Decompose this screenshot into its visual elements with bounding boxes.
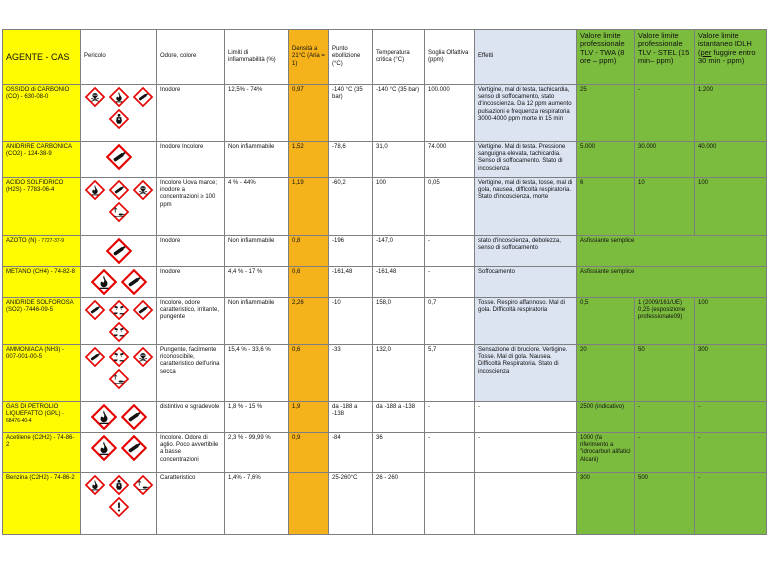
- flammability-cell: 15,4 % - 33,6 %: [225, 345, 289, 402]
- stel-cell: 1 (2009/161/UE) 0,25 (esposizione professionale09): [635, 298, 695, 345]
- boiling-cell: -161,48: [329, 267, 373, 298]
- stel-cell: 50: [635, 345, 695, 402]
- pictograms-cell: [81, 267, 157, 298]
- corrosion-icon: [109, 300, 129, 320]
- header-olfactory: Soglia Olfattiva (ppm): [425, 30, 475, 85]
- table-row: [3, 473, 767, 535]
- pictograms-cell: [81, 473, 157, 535]
- skull-icon: [133, 347, 153, 367]
- olfactory-cell: 5,7: [425, 345, 475, 402]
- flame-icon: [109, 87, 129, 107]
- density-cell: [289, 473, 329, 535]
- agent-cell: [3, 236, 81, 267]
- boiling-cell: da -188 a -138: [329, 402, 373, 433]
- density-cell: 1,19: [289, 178, 329, 236]
- twa-cell: 2500 (indicativo): [577, 402, 635, 433]
- idlh-cell: -: [695, 402, 767, 433]
- agent-formula: (CO): [6, 94, 19, 101]
- agent-name: METANO: [6, 269, 32, 275]
- pictogram-group: [84, 475, 153, 517]
- hazard-table: [2, 29, 767, 535]
- idlh-cell: 100: [695, 178, 767, 236]
- exclamation-icon: [109, 497, 129, 517]
- agent-name: ANIDRIDE SOLFOROSA: [6, 300, 74, 306]
- agent-cell: [3, 402, 81, 433]
- header-idlh-pre: Valore limite istantaneo IDLH (: [698, 31, 752, 57]
- boiling-cell: 25-260°C: [329, 473, 373, 535]
- critical-temp-cell: -147,0: [373, 236, 425, 267]
- odor-cell: Pungente, facilmente riconoscibile, caratteristico dell'urina secca: [157, 345, 225, 402]
- critical-temp-cell: 26 - 260: [373, 473, 425, 535]
- boiling-cell: -60,2: [329, 178, 373, 236]
- twa-cell: 20: [577, 345, 635, 402]
- odor-cell: Incolore, odore caratteristico, irritante, pungente: [157, 298, 225, 345]
- flammability-cell: Non infiammabile: [225, 142, 289, 178]
- effects-cell: -: [475, 402, 577, 433]
- agent-cell: [3, 178, 81, 236]
- flammability-cell: 4,4 % - 17 %: [225, 267, 289, 298]
- agent-cas: - 74-86-2: [6, 435, 75, 449]
- odor-cell: Inodore: [157, 236, 225, 267]
- agent-cell: [3, 473, 81, 535]
- effects-cell: Vertigine, mal di testa, tosse, mal di gola, nausea, difficoltà respiratoria. Stato d'incoscienza, morte: [475, 178, 577, 236]
- idlh-cell: -: [695, 473, 767, 535]
- twa-cell: 300: [577, 473, 635, 535]
- critical-temp-cell: 31,0: [373, 142, 425, 178]
- pictogram-group: [84, 300, 153, 342]
- flammability-cell: 1,4% - 7,6%: [225, 473, 289, 535]
- stel-cell: 30.000: [635, 142, 695, 178]
- table-row: [3, 433, 767, 473]
- corrosion-icon: [109, 347, 129, 367]
- odor-cell: Inodore: [157, 267, 225, 298]
- odor-cell: Inodore: [157, 85, 225, 142]
- twa-cell: 5.000: [577, 142, 635, 178]
- stel-cell: -: [635, 402, 695, 433]
- flammability-cell: 1,8 % - 15 %: [225, 402, 289, 433]
- table-row: [3, 142, 767, 178]
- olfactory-cell: 0,7: [425, 298, 475, 345]
- header-idlh: [695, 30, 767, 85]
- agent-cas: - 124-38-9: [22, 151, 52, 158]
- agent-cas: - 74-82-8: [48, 269, 75, 275]
- boiling-cell: -84: [329, 433, 373, 473]
- table-row: [3, 345, 767, 402]
- flame-icon: [85, 475, 105, 495]
- header-effects: Effetti: [475, 30, 577, 85]
- olfactory-cell: -: [425, 267, 475, 298]
- olfactory-cell: -: [425, 433, 475, 473]
- agent-cell: [3, 85, 81, 142]
- agent-cas: - 68476-40-4: [6, 411, 64, 425]
- health-hazard-icon: [109, 475, 129, 495]
- twa-cell: 6: [577, 178, 635, 236]
- boiling-cell: -10: [329, 298, 373, 345]
- agent-name: ANIDRIRE CARBONICA: [6, 144, 72, 150]
- flame-icon: [91, 404, 117, 430]
- twa-cell: 1000 (fa riferimento a "idrocarburi alifatici Alcani): [577, 433, 635, 473]
- density-cell: 2,26: [289, 298, 329, 345]
- boiling-cell: -196: [329, 236, 373, 267]
- gas-cylinder-icon: [121, 269, 147, 295]
- olfactory-cell: [425, 473, 475, 535]
- header-idlh-link[interactable]: per: [700, 47, 712, 57]
- pictogram-group: [84, 347, 153, 389]
- header-twa: Valore limite professionale TLV - TWA (8 ore – ppm): [577, 30, 635, 85]
- critical-temp-cell: 132,0: [373, 345, 425, 402]
- agent-cas: - 7783-06-4: [21, 187, 55, 194]
- agent-formula: (H2S): [6, 187, 22, 194]
- agent-formula: (C2H2): [29, 475, 49, 481]
- pictograms-cell: [81, 433, 157, 473]
- agent-name: Acetilene: [6, 435, 31, 441]
- pictogram-group: [84, 180, 153, 222]
- idlh-cell: 100: [695, 298, 767, 345]
- olfactory-cell: -: [425, 402, 475, 433]
- gas-cylinder-icon: [85, 347, 105, 367]
- tlv-merged-cell: Asfissiante semplice: [577, 267, 767, 298]
- stel-cell: -: [635, 85, 695, 142]
- agent-cell: [3, 345, 81, 402]
- effects-cell: Sensazione di bruciore. Vertigine. Tosse. Mal di gola. Nausea. Difficoltà Respiratoria. Stato di incoscienza: [475, 345, 577, 402]
- pictograms-cell: [81, 85, 157, 142]
- idlh-cell: 40.000: [695, 142, 767, 178]
- effects-cell: Tosse. Respiro affannoso. Mal di gola. Difficoltà respiratoria: [475, 298, 577, 345]
- gas-cylinder-icon: [85, 300, 105, 320]
- effects-cell: [475, 473, 577, 535]
- agent-cell: [3, 267, 81, 298]
- pictograms-cell: [81, 142, 157, 178]
- effects-cell: Vertigine, mal di testa, tachicardia, senso di soffocamento, stato d'incoscienza. Da 12 ppm aumento pulsazioni e frequenza respiratoria 3000-4000 ppm morte in 15 min: [475, 85, 577, 142]
- effects-cell: Vertigine. Mal di testa. Pressione sanguigna elevata, tachicardia. Senso di soffocamento. Stato di incoscienza: [475, 142, 577, 178]
- olfactory-cell: 0,05: [425, 178, 475, 236]
- environment-icon: [109, 202, 129, 222]
- agent-cell: [3, 298, 81, 345]
- agent-name: ACIDO SOLFIDRICO: [6, 180, 64, 186]
- flammability-cell: Non infiammabile: [225, 298, 289, 345]
- gas-cylinder-icon: [106, 144, 132, 170]
- olfactory-cell: 74.000: [425, 142, 475, 178]
- boiling-cell: -140 °C (35 bar): [329, 85, 373, 142]
- pictogram-group: [84, 238, 153, 264]
- agent-cell: [3, 433, 81, 473]
- odor-cell: Incolore. Odore di aglio. Poco avvertibile a basse concentrazioni: [157, 433, 225, 473]
- agent-formula: (CH4): [32, 269, 49, 275]
- odor-cell: Incolore Uova marce; inodore a concentrazioni ≥ 100 ppm: [157, 178, 225, 236]
- flame-icon: [91, 435, 117, 461]
- pictograms-cell: [81, 178, 157, 236]
- gas-cylinder-icon: [133, 87, 153, 107]
- agent-cas: - 74-86-2: [48, 475, 75, 481]
- agent-cas: - 7727-37-9: [38, 238, 65, 244]
- header-idlh-post: fuggire entro 30 min - ppm): [698, 47, 756, 65]
- critical-temp-cell: 100: [373, 178, 425, 236]
- gas-cylinder-icon: [121, 404, 147, 430]
- header-boiling: Punto ebollizione (°C): [329, 30, 373, 85]
- stel-cell: -: [635, 433, 695, 473]
- density-cell: 0,6: [289, 345, 329, 402]
- environment-icon: [133, 475, 153, 495]
- twa-cell: 0,5: [577, 298, 635, 345]
- gas-cylinder-icon: [121, 435, 147, 461]
- header-flammability: Limiti di infiammabilità (%): [225, 30, 289, 85]
- density-cell: 1,9: [289, 402, 329, 433]
- stel-cell: 10: [635, 178, 695, 236]
- density-cell: 0,97: [289, 85, 329, 142]
- header-density: Densità a 21°C (Aria = 1): [289, 30, 329, 85]
- pictogram-group: [84, 269, 153, 295]
- agent-cell: [3, 142, 81, 178]
- agent-formula: (NH3): [44, 347, 61, 353]
- tlv-merged-cell: Asfissiante semplice: [577, 236, 767, 267]
- flammability-cell: 2,3 % - 99,99 %: [225, 433, 289, 473]
- critical-temp-cell: -140 °C (35 bar): [373, 85, 425, 142]
- flammability-cell: 12,5% - 74%: [225, 85, 289, 142]
- header-critical-temp: Temperatura critica (°C): [373, 30, 425, 85]
- odor-cell: Inodore Incolore: [157, 142, 225, 178]
- pictograms-cell: [81, 345, 157, 402]
- density-cell: 0,8: [289, 236, 329, 267]
- agent-cas: - 630-08-0: [19, 94, 49, 101]
- header-stel: Valore limite professionale TLV - STEL (15 min– ppm): [635, 30, 695, 85]
- agent-formula: (CO2): [6, 151, 23, 158]
- gas-cylinder-icon: [106, 238, 132, 264]
- header-row: [3, 30, 767, 85]
- agent-name: Benzina: [6, 475, 28, 481]
- critical-temp-cell: da -188 a -138: [373, 402, 425, 433]
- skull-icon: [85, 87, 105, 107]
- table-row: [3, 402, 767, 433]
- pictograms-cell: [81, 298, 157, 345]
- environment-icon: [109, 369, 129, 389]
- agent-formula: (C2H2): [32, 435, 52, 441]
- olfactory-cell: -: [425, 236, 475, 267]
- odor-cell: distintivo e sgradevole: [157, 402, 225, 433]
- flammability-cell: Non infiammabile: [225, 236, 289, 267]
- pictogram-group: [84, 87, 153, 129]
- agent-name: GAS DI PETROLIO LIQUEFATTO (GPL): [6, 404, 61, 418]
- header-hazard: Pericolo: [81, 30, 157, 85]
- idlh-cell: 300: [695, 345, 767, 402]
- table-row: [3, 236, 767, 267]
- twa-cell: 25: [577, 85, 635, 142]
- health-hazard-icon: [109, 109, 129, 129]
- odor-cell: Caratteristico: [157, 473, 225, 535]
- table-row: [3, 85, 767, 142]
- flame-icon: [91, 269, 117, 295]
- gas-cylinder-icon: [133, 300, 153, 320]
- table-row: [3, 267, 767, 298]
- agent-name: AZOTO (N): [6, 238, 37, 244]
- table-row: [3, 178, 767, 236]
- agent-cas: -7446-09-5: [22, 307, 54, 314]
- stel-cell: 500: [635, 473, 695, 535]
- boiling-cell: -78,6: [329, 142, 373, 178]
- density-cell: 1,52: [289, 142, 329, 178]
- pictogram-group: [84, 144, 153, 170]
- effects-cell: -: [475, 433, 577, 473]
- density-cell: 0,6: [289, 267, 329, 298]
- pictogram-group: [84, 404, 153, 430]
- critical-temp-cell: 158,0: [373, 298, 425, 345]
- boiling-cell: -33: [329, 345, 373, 402]
- corrosion-icon: [109, 322, 129, 342]
- olfactory-cell: 100.000: [425, 85, 475, 142]
- effects-cell: stato d'incoscienza, debolezza, senso di soffocamento: [475, 236, 577, 267]
- agent-name: AMMONIACA: [6, 347, 43, 353]
- idlh-cell: -: [695, 433, 767, 473]
- gas-cylinder-icon: [109, 180, 129, 200]
- idlh-cell: 1.200: [695, 85, 767, 142]
- skull-icon: [133, 180, 153, 200]
- header-agent: AGENTE - CAS: [3, 30, 81, 85]
- pictograms-cell: [81, 402, 157, 433]
- critical-temp-cell: 36: [373, 433, 425, 473]
- agent-name: OSSIDO di CARBONIO: [6, 87, 70, 93]
- effects-cell: Soffocamento: [475, 267, 577, 298]
- agent-cas: - 007-001-00-5: [6, 347, 65, 361]
- flammability-cell: 4 % - 44%: [225, 178, 289, 236]
- critical-temp-cell: -161,48: [373, 267, 425, 298]
- density-cell: 0,9: [289, 433, 329, 473]
- header-odor: Odore, colore: [157, 30, 225, 85]
- pictogram-group: [84, 435, 153, 461]
- agent-formula: (SO2): [6, 307, 23, 314]
- table-row: [3, 298, 767, 345]
- flame-icon: [85, 180, 105, 200]
- pictograms-cell: [81, 236, 157, 267]
